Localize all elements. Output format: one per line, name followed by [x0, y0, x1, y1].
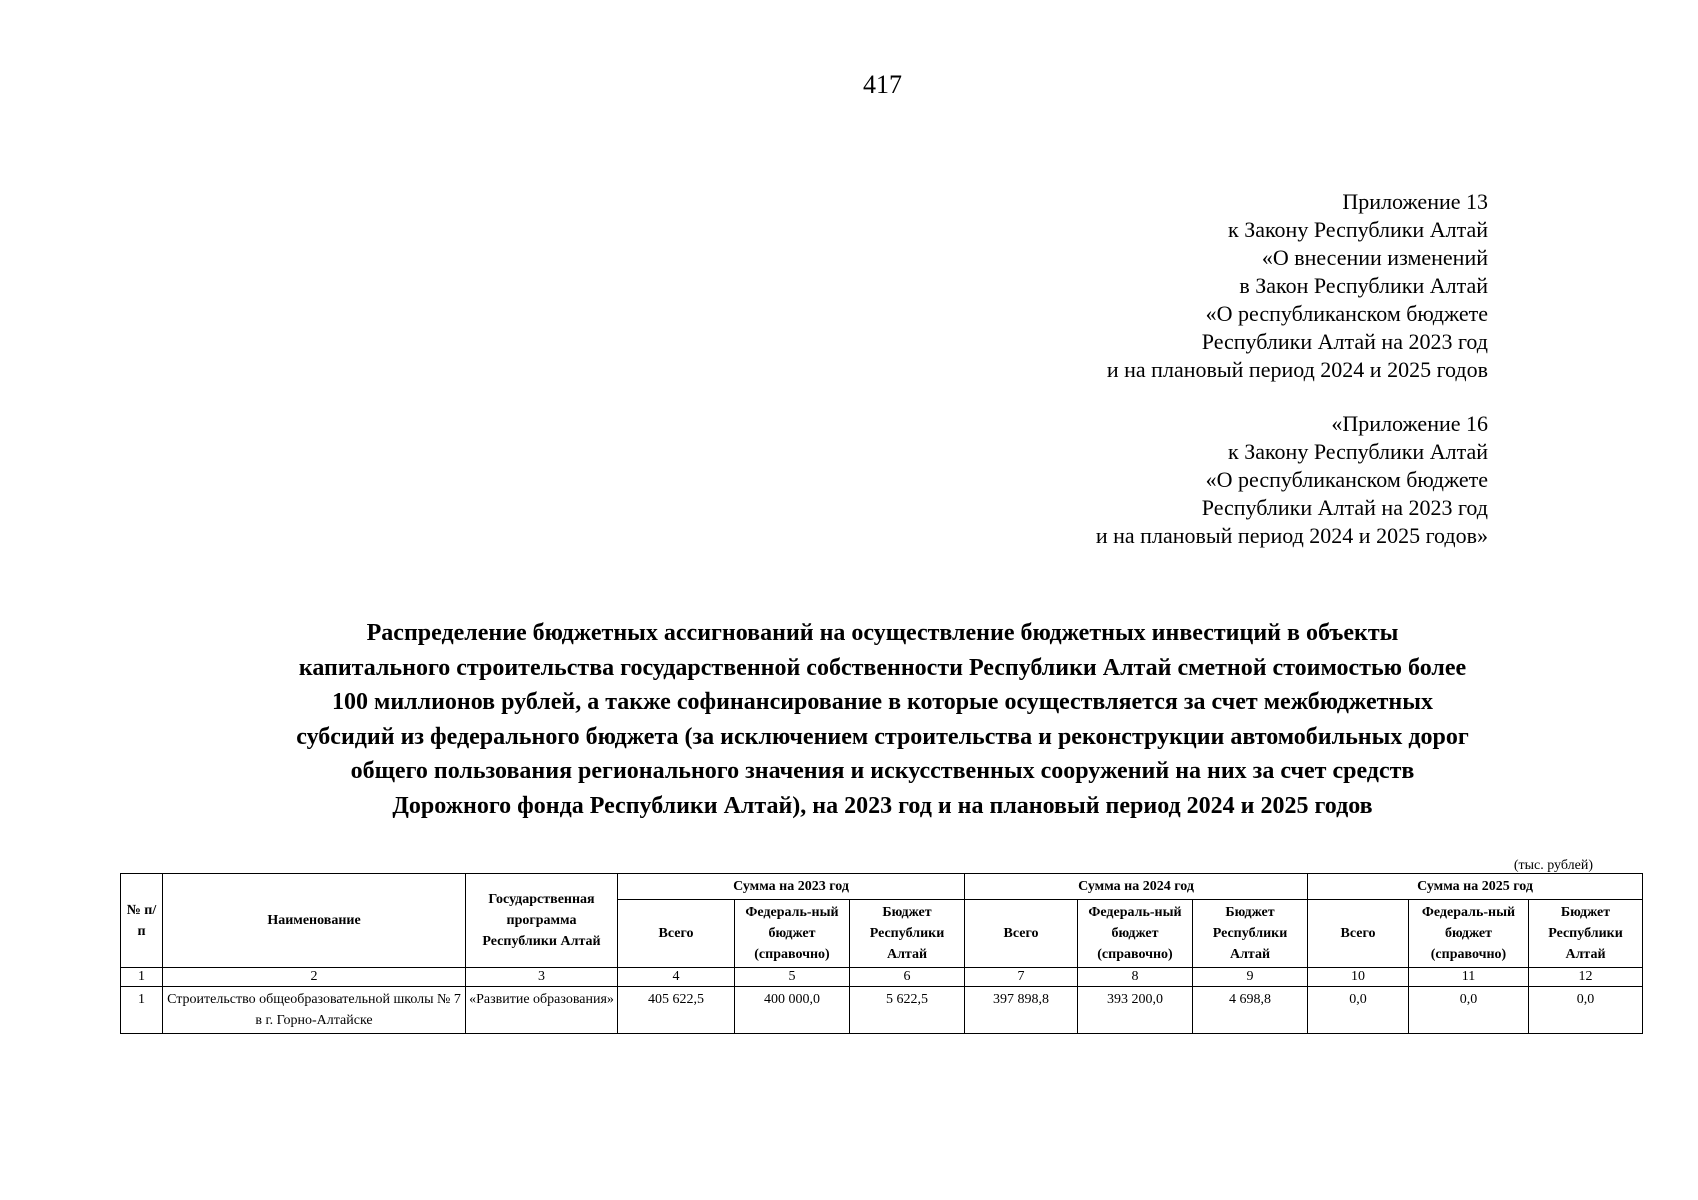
header-sum-2023: Сумма на 2023 год — [618, 874, 965, 900]
title-line: 100 миллионов рублей, а также софинансирование в которые осуществляется за счет межбюджетных — [332, 689, 1433, 715]
appendix-header-line: к Закону Республики Алтай — [1228, 217, 1488, 242]
row-federal-2023: 400 000,0 — [735, 987, 850, 1034]
table-header-row — [121, 874, 1643, 900]
column-number: 7 — [965, 968, 1078, 987]
appendix-inner-line: «Приложение 16 — [1331, 411, 1488, 436]
row-federal-2024: 393 200,0 — [1078, 987, 1193, 1034]
column-number: 3 — [466, 968, 618, 987]
appendix-inner-line: «О республиканском бюджете — [1205, 467, 1488, 492]
appendix-inner — [1096, 410, 1488, 550]
appendix-header-line: и на плановый период 2024 и 2025 годов — [1106, 357, 1488, 382]
column-number: 2 — [163, 968, 466, 987]
header-total: Всего — [618, 900, 735, 968]
row-regional-2024: 4 698,8 — [1193, 987, 1308, 1034]
row-total-2024: 397 898,8 — [965, 987, 1078, 1034]
title-line: общего пользования регионального значения и искусственных сооружений на них за счет средств — [350, 758, 1415, 784]
column-number: 8 — [1078, 968, 1193, 987]
appendix-inner-line: к Закону Республики Алтай — [1228, 439, 1488, 464]
title-line: Дорожного фонда Республики Алтай), на 2023 год и на плановый период 2024 и 2025 годов — [392, 792, 1373, 819]
column-number: 10 — [1308, 968, 1409, 987]
appendix-header-line: Республики Алтай на 2023 год — [1201, 329, 1488, 354]
header-sum-2025: Сумма на 2025 год — [1308, 874, 1643, 900]
column-number-row — [121, 968, 1643, 987]
appendix-inner-line: Республики Алтай на 2023 год — [1201, 495, 1488, 520]
header-sum-2024: Сумма на 2024 год — [965, 874, 1308, 900]
header-name: Наименование — [163, 874, 466, 968]
header-regional: Бюджет Республики Алтай — [1193, 900, 1308, 968]
column-number: 5 — [735, 968, 850, 987]
title-line: субсидий из федерального бюджета (за исключением строительства и реконструкции автомобильных дорог — [296, 723, 1469, 750]
units-label: (тыс. рублей) — [1513, 858, 1593, 873]
row-program: «Развитие образования» — [466, 987, 618, 1034]
page-number: 417 — [863, 70, 902, 99]
appendix-header-line: Приложение 13 — [1342, 189, 1488, 214]
appendix-header-line: в Закон Республики Алтай — [1239, 273, 1488, 298]
header-num: № п/ п — [121, 874, 163, 968]
title-line: Распределение бюджетных ассигнований на осуществление бюджетных инвестиций в объекты — [366, 620, 1399, 646]
row-federal-2025: 0,0 — [1409, 987, 1529, 1034]
header-federal: Федераль-ный бюджет (справочно) — [1409, 900, 1529, 968]
row-regional-2023: 5 622,5 — [850, 987, 965, 1034]
header-program: Государственная программа Республики Алтай — [466, 874, 618, 968]
budget-table — [120, 873, 1643, 1034]
column-number: 1 — [121, 968, 163, 987]
row-total-2025: 0,0 — [1308, 987, 1409, 1034]
appendix-inner-line: и на плановый период 2024 и 2025 годов» — [1095, 523, 1488, 548]
column-number: 6 — [850, 968, 965, 987]
document-title — [150, 616, 1615, 823]
title-line: капитального строительства государственной собственности Республики Алтай сметной стоимостью более — [298, 654, 1467, 681]
column-number: 4 — [618, 968, 735, 987]
header-regional: Бюджет Республики Алтай — [850, 900, 965, 968]
row-regional-2025: 0,0 — [1529, 987, 1643, 1034]
column-number: 9 — [1193, 968, 1308, 987]
header-federal: Федераль-ный бюджет (справочно) — [735, 900, 850, 968]
header-federal: Федераль-ный бюджет (справочно) — [1078, 900, 1193, 968]
row-name: Строительство общеобразовательной школы № 7 в г. Горно-Алтайске — [163, 987, 466, 1034]
appendix-header-line: «О внесении изменений — [1261, 245, 1488, 270]
header-total: Всего — [965, 900, 1078, 968]
header-regional: Бюджет Республики Алтай — [1529, 900, 1643, 968]
column-number: 12 — [1529, 968, 1643, 987]
column-number: 11 — [1409, 968, 1529, 987]
row-num: 1 — [121, 987, 163, 1034]
appendix-header-line: «О республиканском бюджете — [1205, 301, 1488, 326]
table-row — [121, 987, 1643, 1034]
header-total: Всего — [1308, 900, 1409, 968]
appendix-header — [1107, 188, 1488, 384]
row-total-2023: 405 622,5 — [618, 987, 735, 1034]
